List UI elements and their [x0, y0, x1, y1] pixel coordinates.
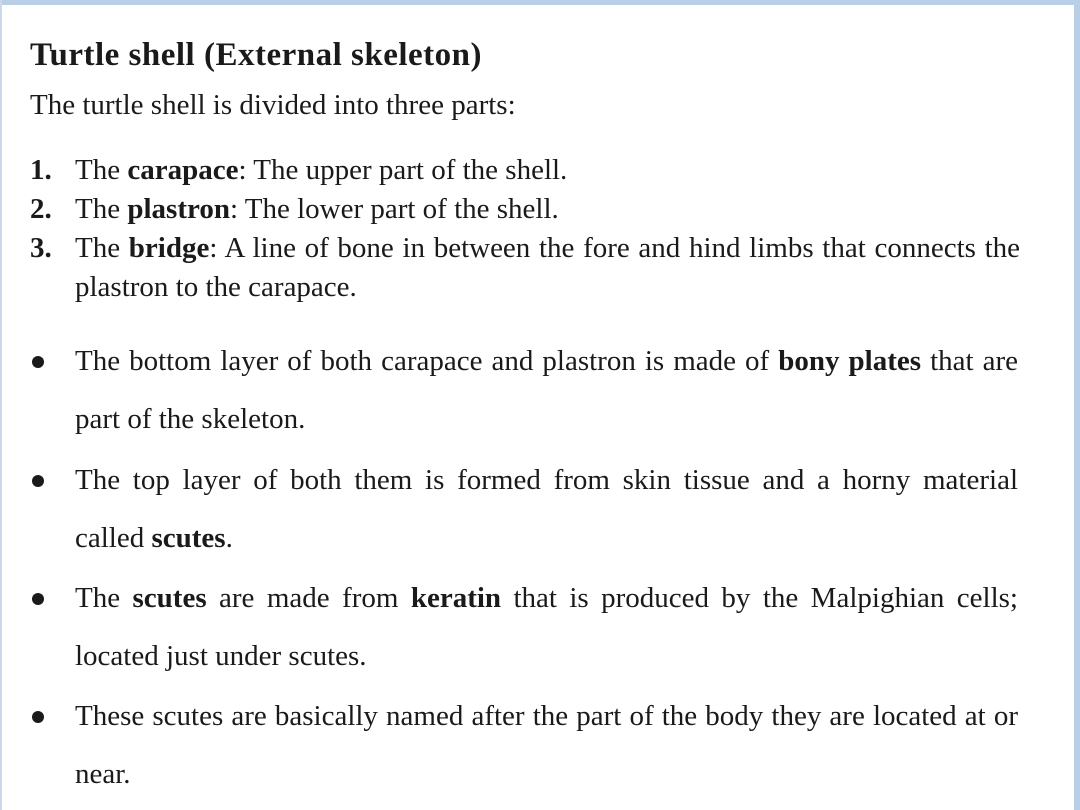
term-scutes: scutes [132, 582, 207, 614]
bullet-icon [32, 475, 44, 487]
term-scutes: scutes [151, 522, 226, 554]
bullet-item-bottom-layer [30, 332, 1018, 448]
bullet-icon [32, 356, 44, 368]
term-bridge: bridge [128, 232, 210, 264]
list-number: 3. [30, 232, 52, 264]
list-number: 2. [30, 193, 52, 225]
term-plastron: plastron [127, 193, 230, 225]
list-item-body: The carapace: The upper part of the shell. [75, 154, 568, 186]
page-title: Turtle shell (External skeleton) [30, 37, 483, 73]
bullet-item-top-layer [30, 451, 1018, 567]
list-item-body: The bridge: A line of bone in between the fore and hind limbs that connects the plastron to the carapace. [75, 232, 1021, 303]
list-item-plastron [30, 190, 1020, 229]
bullet-icon [32, 593, 44, 605]
document-page [0, 5, 1074, 810]
window-right-border [1074, 0, 1080, 810]
list-item-body: The plastron: The lower part of the shell. [75, 193, 559, 225]
term-bony-plates: bony plates [778, 345, 922, 377]
bullet-item-keratin [30, 569, 1018, 685]
list-item-carapace [30, 151, 1020, 190]
bullet-item-body: These scutes are basically named after the part of the body they are located at or near. [75, 700, 1018, 790]
bullet-item-body: The top layer of both them is formed from skin tissue and a horny material called scutes. [75, 464, 1018, 554]
term-carapace: carapace [127, 154, 239, 186]
bullet-item-scute-names [30, 687, 1018, 803]
bullet-icon [32, 711, 44, 723]
term-keratin: keratin [410, 582, 502, 614]
intro-text: The turtle shell is divided into three parts: [30, 89, 516, 121]
bullet-item-body: The bottom layer of both carapace and plastron is made of bony plates that are part of the skeleton. [75, 345, 1018, 435]
list-number: 1. [30, 154, 52, 186]
list-item-bridge [30, 229, 1020, 307]
bullet-item-body: The scutes are made from keratin that is produced by the Malpighian cells; located just under scutes. [75, 582, 1018, 672]
